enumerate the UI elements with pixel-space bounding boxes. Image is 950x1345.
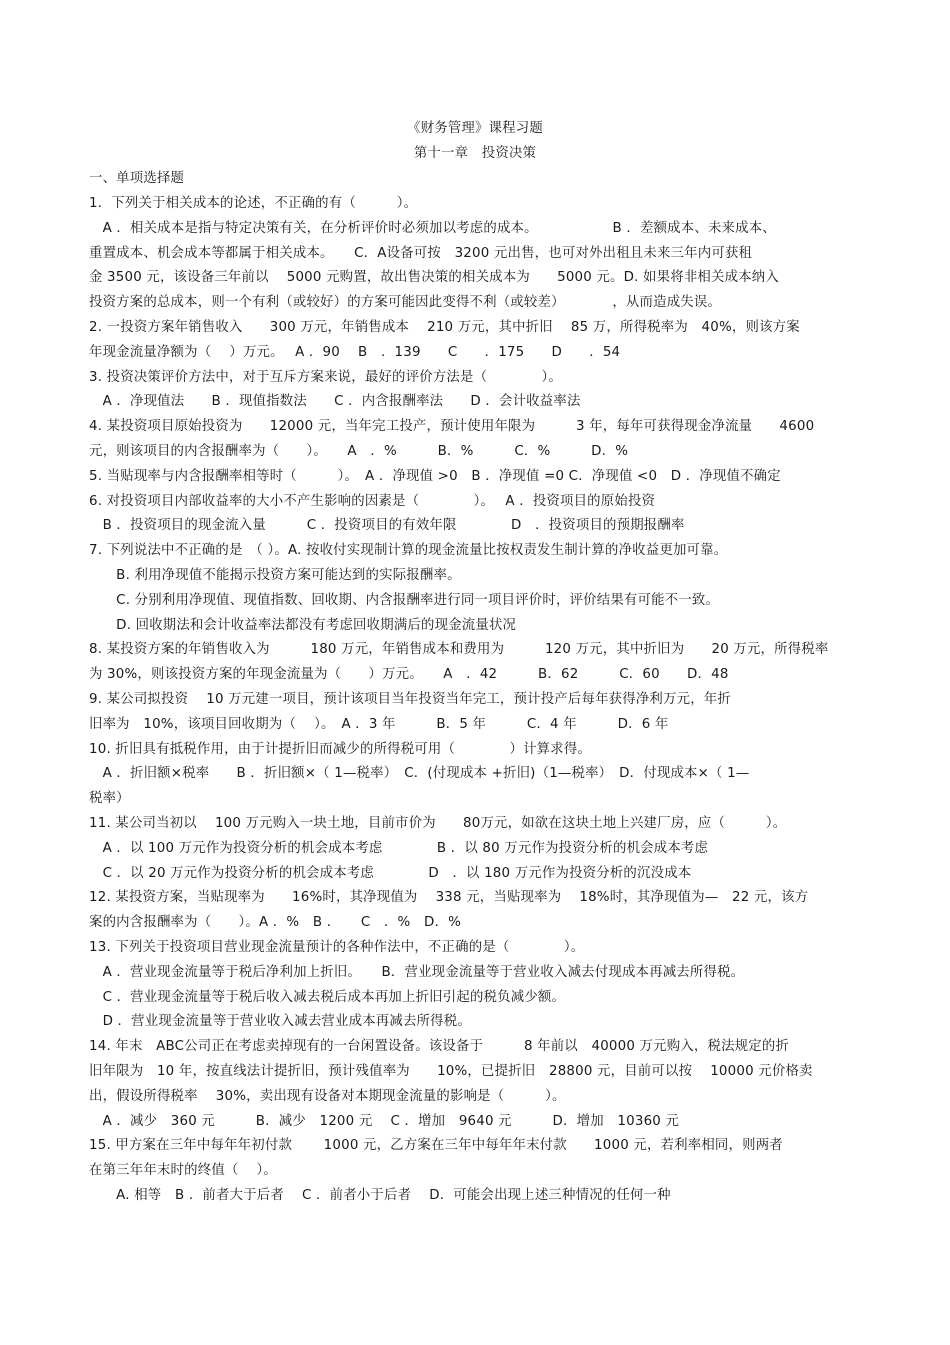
question-line: B. 利用净现值不能揭示投资方案可能达到的实际报酬率。 xyxy=(89,568,461,583)
question-line: 投资方案的总成本，则一个有利（或较好）的方案可能因此变得不利（或较差） ，从而造成失误。 xyxy=(89,295,722,311)
question-line: A. 相等 B ．前者大于后者 C ．前者小于后者 D．可能会出现上述三种情况的任何一种 xyxy=(89,1188,671,1203)
question-line: 年现金流量净额为（ ）万元。 A ．90 B ．139 C ．175 D ．54 xyxy=(89,344,621,360)
question-line: A ．相关成本是指与特定决策有关，在分析评价时必须加以考虑的成本。 B ．差额成本、未来成本、 xyxy=(89,220,776,236)
question-line: D ．营业现金流量等于营业收入减去营业成本再减去所得税。 xyxy=(89,1014,471,1030)
question-line: 11. 某公司当初以 100 万元购入一块土地，目前市价为 80万元，如欲在这块土地上兴建厂房，应（ ）。 xyxy=(89,816,787,831)
question-line: 7. 下列说法中不正确的是 （ ）。A. 按收付实现制计算的现金流量比按权责发生制计算的净收益更加可靠。 xyxy=(89,543,728,559)
question-line: 出，假设所得税率 30%，卖出现有设备对本期现金流量的影响是（ ）。 xyxy=(89,1088,566,1104)
question-line: 6. 对投资项目内部收益率的大小不产生影响的因素是（ ）。 A ．投资项目的原始投资 xyxy=(89,493,656,509)
question-line: 重置成本、机会成本等都属于相关成本。 C．A设备可按 3200 元出售，也可对外出租且未来三年内可获租 xyxy=(89,245,753,261)
question-line: C ．以 20 万元作为投资分析的机会成本考虑 D ．以 180 万元作为投资分析的沉没成本 xyxy=(89,865,692,881)
question-line: 案的内含报酬率为（ ）。A ．% B ． C ．% D．% xyxy=(89,915,462,931)
question-line: A ．减少 360 元 B．减少 1200 元 C ．增加 9640 元 D．增加 10360 元 xyxy=(89,1113,680,1129)
question-line: 为 30%，则该投资方案的年现金流量为（ ）万元。 A ．42 B．62 C．60 D．48 xyxy=(89,667,729,683)
question-line: A ．以 100 万元作为投资分析的机会成本考虑 B ．以 80 万元作为投资分析的机会成本考虑 xyxy=(89,840,709,856)
question-line: 12. 某投资方案，当贴现率为 16%时，其净现值为 338 元，当贴现率为 18%时，其净现值为— 22 元，该方 xyxy=(89,890,809,906)
question-line: 1．下列关于相关成本的论述，不正确的有（ ）。 xyxy=(89,196,418,211)
question-line: 9. 某公司拟投资 10 万元建一项目，预计该项目当年投资当年完工，预计投产后每年获得净利万元，年折 xyxy=(89,692,731,707)
question-line: 10. 折旧具有抵税作用，由于计提折旧而减少的所得税可用（ ）计算求得。 xyxy=(89,741,592,757)
question-line: C. 分别利用净现值、现值指数、回收期、内含报酬率进行同一项目评价时，评价结果有可能不一致。 xyxy=(89,592,720,608)
question-line: 8. 某投资方案的年销售收入为 180 万元，年销售成本和费用为 120 万元，其中折旧为 20 万元，所得税率 xyxy=(89,642,829,658)
question-line: C ．营业现金流量等于税后收入减去税后成本再加上折旧引起的税负减少额。 xyxy=(89,989,566,1005)
question-line: 14. 年末 ABC公司正在考虑卖掉现有的一台闲置设备。该设备于 8 年前以 40000 万元购入，税法规定的折 xyxy=(89,1039,790,1055)
question-line: A ．净现值法 B ．现值指数法 C ．内含报酬率法 D ．会计收益率法 xyxy=(89,394,581,410)
question-line: 在第三年年末时的终值（ ）。 xyxy=(89,1163,278,1179)
question-line: D. 回收期法和会计收益率法都没有考虑回收期满后的现金流量状况 xyxy=(89,617,517,633)
question-line: B ．投资项目的现金流入量 C ．投资项目的有效年限 D ．投资项目的预期报酬率 xyxy=(89,518,685,534)
chapter-title: 第十一章 投资决策 xyxy=(413,146,537,161)
question-line: 2. 一投资方案年销售收入 300 万元，年销售成本 210 万元，其中折旧 85 万，所得税率为 40%，则该方案 xyxy=(89,320,800,335)
question-line: 13. 下列关于投资项目营业现金流量预计的各种作法中，不正确的是（ ）。 xyxy=(89,940,585,955)
section-heading: 一、单项选择题 xyxy=(89,171,185,186)
question-line: 15. 甲方案在三年中每年年初付款 1000 元，乙方案在三年中每年年末付款 1000 元，若利率相同，则两者 xyxy=(89,1138,783,1154)
question-line: 税率） xyxy=(89,791,130,807)
doc-title: 《财务管理》课程习题 xyxy=(407,121,543,136)
question-line: 金 3500 元，该设备三年前以 5000 元购置，故出售决策的相关成本为 5000 元。D. 如果将非相关成本纳入 xyxy=(89,270,779,286)
question-line: 4. 某投资项目原始投资为 12000 元，当年完工投产，预计使用年限为 3 年，每年可获得现金净流量 4600 xyxy=(89,419,815,435)
question-line: 3. 投资决策评价方法中，对于互斥方案来说，最好的评价方法是（ ）。 xyxy=(89,369,563,385)
question-line: A ．折旧额×税率 B ．折旧额×（ 1—税率） C．(付现成本 +折旧)（1—税率） D．付现成本×（ 1— xyxy=(89,766,750,782)
question-line: 旧年限为 10 年，按直线法计提折旧，预计残值率为 10%，已提折旧 28800 元，目前可以按 10000 元价格卖 xyxy=(89,1064,813,1079)
question-line: 旧率为 10%，该项目回收期为（ ）。 A ．3 年 B．5 年 C．4 年 D．6 年 xyxy=(89,716,669,732)
question-line: A ．营业现金流量等于税后净利加上折旧。 B．营业现金流量等于营业收入减去付现成本再减去所得税。 xyxy=(89,964,745,980)
question-line: 元，则该项目的内含报酬率为（ ）。 A ．% B．% C．% D．% xyxy=(89,444,629,459)
question-line: 5. 当贴现率与内含报酬率相等时（ ）。 A ．净现值 >0 B ．净现值 =0 C．净现值 <0 D ．净现值不确定 xyxy=(89,468,781,484)
